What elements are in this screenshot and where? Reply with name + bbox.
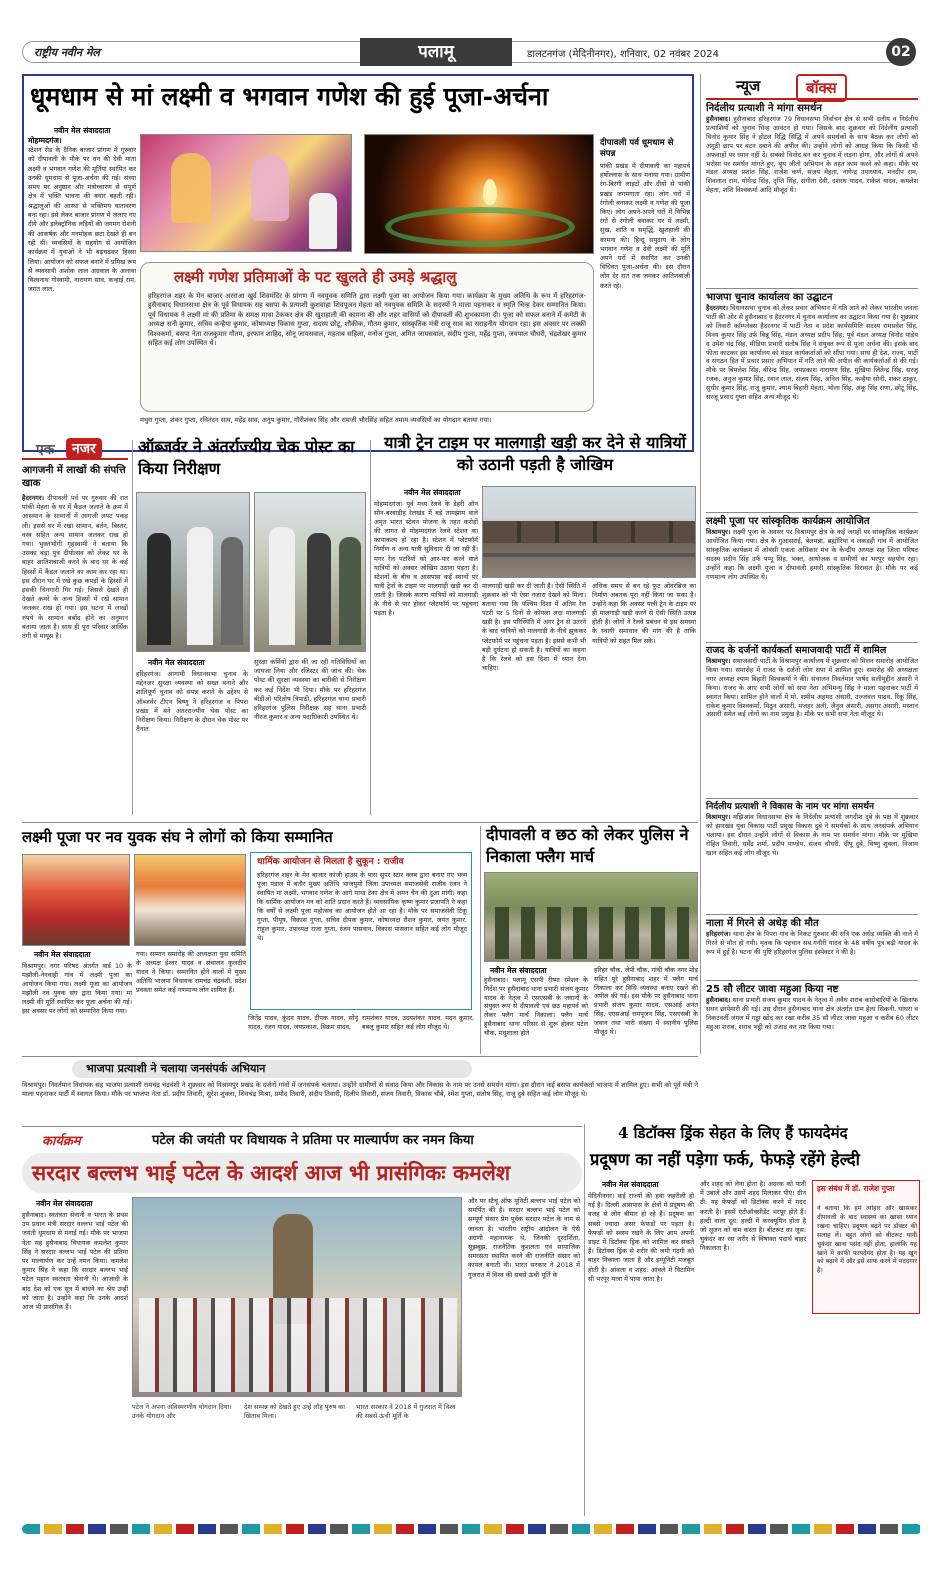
dharmik-body: हरिहरगंज शहर के मेन बाजार कांजी हाउस के पास सुपर स्टार क्लब द्वारा बनाए गए भव्य पूजा पंडाल में बतौर मुख्य अतिथि भाजयुमो जिला उपाध्यक्ष समाजसेवी राजीव रंजन ने स्थापित मां लक्ष्मी, भगवान गणेश के आगे माथा टेका क्षेत्र में अमन चैन की दुआ मांगी। कहा कि धार्मिक आयोजन मन को शांति प्रदान करते हैं। व्यवसायिक कृष्ण कुमार प्रजापति ने कहा कि वर्षों से लक्ष्मी पूजा महोत्सव का आयोजन होते आ रहा है। मौके पर समाजसेवी टिंकू गुप्ता, पीयूष, विकास गुप्ता, सचिव दीपक कुमार, कोषाध्यक्ष रौशन कुमार, जयंत कुमार, राहुल कुमार, उपाध्यक्ष राजा गुप्ता, रंजन पासवान, विकास पासवान सहित कई लोग मौजूद थे। [257,871,467,942]
ek-nazar-tag-b: नजर [66,438,102,459]
drinks-story [588,1120,922,1516]
news-item-text: थाना प्रभारी संजय कुमार यादव के नेतृत्व में अवैध शराब कारोबारियों के खिलाफ सघन छापेमारी की गई। उस दौरान हुसैनाबाद थाना क्षेत्र अंतर्गत ग्राम हेला सिकनी, घाघरा व निकटवर्ती जंगल में गड्ढा खोद कर रखा करीब 35 सौ लीटर जावा महुआ व करीब 60 लीटर महुआ शराब, शराब भट्ठी को उजाड़ कर नष्ट किया गया। [706,996,918,1031]
news-item-headline: 25 सौ लीटर जावा महुआ किया नष्ट [706,984,839,995]
observer-body-b: सुरक्षा कर्मियों द्वारा की जा रही गतिविधियों का जायजा लिया और रजिस्टर की जांच की। चेक पोस्ट की सुरक्षा व्यवस्था का बारीकी से निरीक्षण कर कई निर्देश भी दिया। मौके पर हरिहरगंज बीडीओ परितोष त्रिपाठी, हरिहरगंज थाना प्रभारी हरिहरगंज पुलिस निरीक्षक सह थाना प्रभारी नीरज कुमार व अन्य पदाधिकारी उपस्थित थे। [254,658,366,722]
train-body-b: मालगाड़ी खड़ी कर दी जाती है। ऐसी स्थिति में शुक्रवार को भी ऐसा नजारा देखने को मिला। बताया गया कि पश्चिम दिशा में अंतिम रेल पटरी पर 5 दिनों से कोयला लदा मालगाड़ी खड़ी है। इस परिस्थिति में अगर ट्रेन से उतरने के बाद यात्रियों को मालगाड़ी के नीचे झुककर प्लेटफॉर्म पर पहुंचना पड़ता है। इससे कभी भी बड़ी दुर्घटना हो सकती है। यात्रियों का कहना है कि रेलवे को इस दिशा में ध्यान देना चाहिए। [482,582,586,672]
crowd [139,1298,457,1392]
lead-headline: धूमधाम से मां लक्ष्मी व भगवान गणेश की हुई पूजा-अर्चना [30,82,549,111]
paper-name: राष्ट्रीय नवीन मेल [34,46,100,59]
officer-figure-5 [307,533,331,645]
news-item-2 [706,288,918,504]
idol-figure-right [251,155,289,221]
doctor-body: ने बताया कि हमें त्योहार और खासकर दीपावली के बाद स्वास्थ्य का खासा ध्यान रखना चाहिए। प्रदूषण बढ़ने पर डॉक्टर की सलाह लें। बहुत लोगों को बीटरूट यानी चुकंदर खाना पसंद नहीं होता, हालांकि यह खाने में काफी फायदेमंद होता है। यह खून को बढ़ाने में और इसे साफ करने में मददगार है। [817,1205,917,1275]
karyakram-byline: नवीन मेल संवाददाता [36,1199,93,1208]
news-item-lead: हैदरनगर। [706,304,728,312]
news-item-body [706,528,918,632]
news-item-3 [706,512,918,634]
news-item-headline: लक्ष्मी पूजा पर सांस्कृतिक कार्यक्रम आयोजित [706,516,870,527]
worshipper-figure [309,193,337,249]
police-body-b: हरिहर चौक, जेपी चौक, गांधी चौक नगर मोड़ सहित पूरे हुसैनाबाद शहर में फ्लैग मार्च निकाला कर विधि व्यवस्था बनाए रखने की अपील की गई। इस मौके पर हुसैनाबाद थाना प्रभारी संजय कुमार यादव, एसआई अनंत सिंह, एएसआई रामपूजन सिंह, एसएसबी के जवान तथा भारी संख्या में स्थानीय पुलिस मौजूद थे। [594,966,698,1036]
train-headline: यात्री ट्रेन टाइम पर मालगाड़ी खड़ी कर देने से यात्रियों को उठानी पड़ती है जोखिम [384,433,686,474]
news-item-headline: निर्दलीय प्रत्याशी ने मांगा समर्थन [706,103,822,114]
karyakram-strap: पटेल की जयंती पर विधायक ने प्रतिमा पर माल्यार्पण कर नमन किया [152,1133,474,1148]
news-item-body [706,115,918,275]
karyakram-story [22,1126,582,1516]
diwali-caption-title: दीपावली पर्व धूमधाम से संपन्न [600,138,674,159]
goods-train-photo [482,486,696,578]
ek-nazar-tag [22,438,128,460]
observer-photo [136,492,250,652]
doctor-box [812,1180,920,1314]
ek-nazar-headline: आगजनी में लाखों की संपत्ति खाक [22,465,126,489]
column-divider [132,440,133,815]
dharmik-headline: धार्मिक आयोजन से मिलता है सुकून : राजीव [257,857,404,867]
police-body-a: हुसैनाबाद। पलामू एसपी रीष्मा रमेशन के निर्देश पर हुसैनाबाद थाना प्रभारी संजय कुमार यादव के नेतृत्व में एसएसबी के जवानों के संयुक्त रूप से दीपावली एवं छठ महापर्व को लेकर फ्लैग मार्च निकाला। फ्लैग मार्च हुसैनाबाद थाना परिसर से शुरू होकर पटेल चौक, मधुशाला होते [484,976,588,1037]
drinks-headline-a: 4 डिटॉक्स ड्रिंक सेहत के लिए हैं फायदेमंद [618,1124,848,1142]
news-item-4 [706,642,918,788]
news-item-lead: विश्रामपुर। [706,528,731,536]
sidebar-divider [700,74,701,1054]
page-number: 02 [886,38,916,66]
column-divider [480,826,481,1054]
bjp-body: विश्रामपुर। निवर्तमान विधायक सह भाजपा प्रत्याशी रामचंद्र चंद्रवंशी ने शुक्रवार को विश्रामपुर प्रखंड के दर्जनों गांवों में जनसंपर्क चलाया। उन्होंने ग्रामीणों से संवाद किया और विकास के नाम पर उनसे समर्थन मांगा। इस दौरान कई बसपा कार्यकर्ता भाजपा में शामिल हुए। सभी को पूर्व मंत्री ने माला पहनाकर पार्टी में स्वागत किया। मौके पर भाजपा नेता डॉ. प्रदीप तिवारी, सुरेश शुक्ला, शिवचंद्र मिश्रा, प्रमोद तिवारी, संदीप तिवारी, दिलीप तिवारी, संजय तिवारी, विकास चौबे, रमेश गुप्ता, संतोष सिंह, राजू दुबे सहित कई लोग मौजूद थे। [22,1081,698,1099]
lead-story [22,74,694,452]
flag-march-photo [484,872,698,962]
ek-nazar-tag-a: एक [36,442,55,458]
news-item-body [706,657,918,785]
diya-photo [364,134,594,254]
wagon-row [483,521,696,543]
train-byline: नवीन मेल संवाददाता [404,488,461,497]
rangoli-pattern [385,207,575,247]
ek-nazar-text: दीपावली पर्व पर गुरुवार की रात पांकी मेहता के घर में कैंडल जलाने के क्रम में आसमान के सामानों में आगजी लपट पकड़ ली। इससे घर में रखा सामान, बर्तन, बिस्तर, वस्त्र सहित अन्य सामान जलकर राख हो गया। भुक्तभोगी गृहस्वामी ने बताया कि उसका बड़ा पुत्र दीपोत्सव को लेकर घर के बाहर आतिशबाजी करने के बाद घर के कई हिस्सों में कैंडल जलाने का काम कर रहा था। इस दौरान घर में रखे कुछ कपड़ों के हिस्सों में इसकी चिनगारी गिर गई। जिससे देखते ही देखते कमरे के अन्य हिस्सों में रखे सामान जलकर राख हो गया। इस घटना में लाखों रुपये के सामान बर्बाद होने का अनुमान बताया जाता है। साथ ही पूरा परिवार आर्थिक तंगी से मायूस है। [22,494,128,641]
lead-place: मोहम्मदगंज। [28,136,62,145]
navyuvak-body-d: रामशंकर यादव, उदयशंकर यादव, मदन कुमार, बबलू कुमार सहित कई लोग मौजूद थे। [362,1014,474,1031]
news-item-7 [706,980,918,1052]
news-item-text: थाना क्षेत्र के पिपरा गांव के निकट गुरुवार की रात्रि एक अधेड़ व्यक्ति की नाले में गिरने से मौत हो गयी। मृतक कि पहचान सब.गनौरी यादव के 48 वर्षीय पुत्र बढ़ी यादव के रूप में हुई है। घटना की पुष्टि हरिहरगंज पुलिस इंस्पेक्टर ने की है। [706,930,918,956]
ek-nazar-lead: हैदरनगर। [22,494,44,502]
news-item-5 [706,798,918,908]
doctor-title: इस संबंध में डॉ. राजेश गुप्ता [817,1184,895,1193]
navyuvak-body-b: गया। सम्मान समारोह की अध्यक्षता युवा समिति के अध्यक्ष ईश्वर यादव व संचालन कुलदीप यादव ने किया। सम्मानित होने वालों में मुख्य अतिथि भाजपा विधायक रामचंद्र चंद्रवंशी, प्रदेश प्रवक्ता समेत कई गणमान्य लोग शामिल हैं। [136,950,246,994]
observer-byline: नवीन मेल संवाददाता [148,658,205,667]
news-item-body [706,813,918,905]
police-headline: दीपावली व छठ को लेकर पुलिस ने निकाला फ्लैग मार्च [486,825,689,866]
news-box-title-a: न्यूज [736,77,761,95]
news-box-title-b: बॉक्स [796,74,847,102]
news-item-lead: विश्रामपुर। [706,813,731,821]
navyuvak-photo-1 [22,854,130,946]
news-item-headline: भाजपा चुनाव कार्यालय का उद्घाटन [706,292,833,303]
column-divider [584,1124,585,1516]
navyuvak-photo-2 [134,854,246,946]
news-item-headline: निर्दलीय प्रत्याशी ने विकास के नाम पर मांगा समर्थन [706,802,874,812]
officer-figure-1 [147,533,171,645]
news-item-text: मझिआंव विधानसभा क्षेत्र के निर्दलीय प्रत्याशी जगदीश दुबे के पक्ष में शुक्रवार को झारखंड युवा विकास पार्टी प्रमुख विकास दुबे ने समर्थकों के साथ जनसंपर्क अभियान चलाया। इस दौरान उन्होंने लोगों से विकास के नाम पर समर्थन मांगा। मौके पर मुखिया रोहित तिवारी, धर्मेंद्र शर्मा, प्रदीप पाण्डेय, संजय चौधरी, दीपू दुबे, विष्णु शुक्ला, निजाम खान सहित कई लोग मौजूद थे। [706,813,918,857]
officer-figure-4 [269,527,295,645]
ek-nazar-column [22,438,130,818]
police-figures [495,907,689,959]
officer-figure-6 [339,537,361,645]
train-body-a: मोहम्मदगंज। पूर्व मध्य रेलवे के डेहरी ऑन सोन-बरवाडीह रेलखंड में बड़े तामझाम वाले अमृत भारत स्टेशन योजना के तहत करोड़ों की लागत से मोहम्मदगंज रेलवे स्टेशन का कायाकल्प हो रहा है। स्टेशन में प्लेटफॉर्म निर्माण व अन्य यात्री सुविधाएं दी जा रही हैं। मगर रेल पटरियों को आर-पार करने वाले यात्रियों को अक्सर जोखिम उठाना पड़ता है। स्टेशनों के बीच व आसपास कई स्थानों पर यात्री ट्रेनों के टाइम पर मालगाड़ी खड़ी कर दी जाती है। जिसके कारण यात्रियों को मालगाड़ी के नीचे से पार होकर प्लेटफॉर्म पर पहुंचना पड़ता है। [374,500,478,618]
train-body-c: अधिक समय से बन रहे फुट ओवरब्रिज का निर्माण अबतक पूरा नहीं किया जा सका है। उन्होंने कहा कि अक्सर यात्री ट्रेन के टाइम पर ही मालगाड़ी खड़ी करने से ऐसी स्थिति उत्पन्न होती है। लोगों ने रेलवे प्रबंधन से इस समस्या के स्थायी समाधान की मांग की है ताकि यात्रियों को राहत मिल सके। [592,582,696,645]
navyuvak-byline: नवीन मेल संवाददाता [34,950,91,959]
drinks-body-a: मेदिनीनगर। कई राज्यों की हवा जहरीली हो गई है। दिल्ली आसपास के क्षेत्रों में प्रदूषण की वजह से लोग बीमार हो रहे हैं। प्रदूषण का सबसे ज्यादा असर फेफड़ों पर पड़ता है। फेफड़ों को स्वस्थ रखने के लिए आप अपनी डाइट में डिटॉक्स ड्रिंक को शामिल कर सकते हैं। डिटॉक्स ड्रिंक से शरीर की जमी गंदगी को बाहर निकाला जाता है और इम्यूनिटी मजबूत होती है। आंवला व शहद: आंवले में विटामिन सी भरपूर मात्रा में पाया जाता है। [588,1192,694,1283]
observer-story [136,436,366,820]
news-item-text: लक्ष्मी पूजा के अवसर पर विश्रामपुर क्षेत्र के कई जगहों पर सांस्कृतिक कार्यक्रम आयोजित किया गया। क्षेत्र के गुआसराई, बेलमन्ना, ब्रह्मोरिया व लकड़ही गांव में आयोजित सांस्कृतिक कार्यक्रम में ओवंसी एकता अधिकार मंच के केन्द्रीय अध्यक्ष सह जिला परिषद सदस्य प्रदीप सिंह उर्फ पप्पू सिंह, भक्त, आयोजक व ग्रामीणों का भरपूर सहयोग रहा। उन्होंने कहा कि लक्ष्मी पूजा व दीपावली हमारी सांस्कृतिक विरासत है। मौके पर कई गणमान्य लोग उपस्थित थे। [706,528,918,581]
news-item-headline: नाला में गिरने से अधेड़ की मौत [706,918,819,929]
police-story [484,824,698,1056]
news-box-rule [706,98,918,100]
karyakram-caption-a: पटेल ने अपना अविस्मरणीय योगदान दिया। उनके योगदान और [132,1403,232,1420]
ek-nazar-body [22,494,128,812]
diya-flame [483,179,497,205]
news-item-body [706,996,918,1052]
news-item-body [706,304,918,502]
karyakram-body-a: हुसैनाबाद। स्वतंत्रता सेनानी व भारत के प्रथम उप प्रधान मंत्री सरदार वल्लभ भाई पटेल की जयंती धूमधाम से मनाई गई। मौके पर भाजपा नेता सह हुसैनाबाद विधायक कमलेश कुमार सिंह ने सरदार वल्लभ भाई पटेल की प्रतिमा पर माल्यार्पण कर उन्हें नमन किया। कमलेश कुमार सिंह ने कहा कि सरदार बल्लभ भाई पटेल महान स्वतंत्रता सेनानी थे। आजादी के बाद देश को एक सूत्र में बांधने का श्रेय उन्हीं को जाता है। उन्होंने कहा कि उनके आदर्श आज भी प्रासंगिक हैं। [22,1211,128,1312]
lead-byline: नवीन मेल संवाददाता [54,126,111,135]
news-item-lead: हुसैनाबाद। [706,115,731,123]
navyuvak-body-a: विश्रामपुर। नगर परिषद अंतर्गत वार्ड 10 के मझौली-नेनवाही गांव में लक्ष्मी पूजा का आयोजन किया गया। लक्ष्मी पूजा का आयोजन मझौली नव युवक संघ द्वारा किया गया। मां लक्ष्मी की मूर्ति स्थापित कर पूजा अर्चना की गई। इस अवसर पर लोगों को सम्मानित किया गया। [22,962,132,1015]
diwali-caption-body: पांकी प्रखंड में दीपावली का महापर्व हर्षोल्लास के साथ मनाया गया। ग्रामीण रंग-बिरंगी लाइटों और दीयों से पांकी प्रखंड जगमगाता रहा। लोग घरों में रंगोली बनाकर लक्ष्मी व गणेश की पूजा किए। लोग अपने-अपने घरों में विभिन्न रंगों से रंगोली बनाकर घर में लक्ष्मी, सुख, शांति व समृद्धि, खुशहाली की कामना की। हिन्दू समुदाय के लोग भगवान गणेश व देवी लक्ष्मी की मूर्ति अपने घरों में स्थापित कर उनकी विधिवत पूजा-अर्चना की। इस दौरान लोग देर रात तक जमकर आतिशबाजी करते रहे। [600,162,690,290]
dharmik-box [250,852,472,1010]
section-title: पलामू [360,38,512,66]
lakshmi-idol-photo [140,134,352,252]
news-item-text: समाजवादी पार्टी के विश्रामपुर कार्यालय में शुक्रवार को मिलन समारोह आयोजित किया गया। समारोह में राजद के दर्जनों लोग सपा में शामिल हुए। समारोह की अध्यक्षता नगर अध्यक्ष श्याम बिहारी विश्वकर्मा ने की। संचालन निवर्तमान पार्षद सलीमुद्दीन अंसारी ने किया। राजद के आए सभी लोगों को सपा नेता अभिमन्यु सिंह ने माला पहनाकर पार्टी में स्वागत किया। शामिल होने वालों में मो. शमीम अहमद अंसारी, उज्जवल यादव, रिंकू सिंह, राकेश कुमार विश्वकर्मा, मिठुन अंसारी, मजहर अली, जैनुल अंसारी, असगर अंसारी, मस्तान अंसारी समेत कई लोगों का नाम प्रमुख है। मौके पर सभी सपा नेता मौजूद थे। [706,657,918,719]
lead-bottom-line: मथुरा गुप्ता, शंकर गुप्ता, रविनंदन साव, महेंद्र साव, अनुप कुमार, गौरीशंकर सिंह और रामजी भौरसिंह सहित तमाम व्यवसियों का योगदान बताया गया। [140,416,492,424]
checkpost-photo [254,492,366,652]
sub-headline: लक्ष्मी गणेश प्रतिमाओं के पट खुलते ही उमड़े श्रद्धालु [174,268,457,286]
news-box [706,74,920,1054]
lead-body: स्टेशन रोड के दैनिक बाजार प्रांगण में गुरुवार को दीपावली के मौके पर धन की देवी माता लक्ष्मी व भगवान गणेश की मूर्तियां स्थापित कर उनकी धूमधाम से पूजा-अर्चना की गई। संध्या समय पर अनुष्ठान और मंत्रोच्चारण से संपूर्ण क्षेत्र में भक्ति भावना की बयार बहती रही। श्रद्धालुओं की आस्था से भक्तिमय वातावरण बना रहा। इसे लेकर बाजार प्रांगण में जलाए गए दीये और इलेक्ट्रॉनिक लड़ियों की जगमग रोशनी की आकर्षक और मनमोहक छटा देखते ही बन रही थी। व्यवसियों के सहयोग से आयोजित कार्यक्रम में युवाओं ने भी बढ़चढ़कर हिस्सा लिया। आयोजन को सफल बनाने में प्रमिख रूप से व्यवसायी अशोक लाल अग्रवाल के अलावा विश्वनाथ गोस्वामी, नारायण साव, कन्हाई राम, जगत लाल, [28,146,136,294]
navyuvak-body-c: जितेंद्र यादव, कुंदन यादव, दीपक यादव, सोनू यादव, रंजन यादव, जयप्रकाश, विक्रम यादव, [248,1014,358,1031]
track [483,553,696,557]
train-story [374,432,696,820]
masthead [22,38,922,66]
karyakram-headline: सरदार बल्लभ भाई पटेल के आदर्श आज भी प्रासंगिकः कमलेश [32,1160,511,1185]
news-item-lead: विश्रामपुर। [706,657,731,665]
news-item-1 [706,102,918,278]
observer-body-a: हरिहरगंज। आगामी विधानसभा चुनाव के मद्देनजर सुरक्षा व्यवस्था को सख्त बनाने और शांतिपूर्ण चुनाव को संपन्न कराने के उद्देश्य से ऑब्जर्वर टीएन बिष्णु ने हरिहरगंज व पिपरा प्रखंड में बने अंतरराज्यीय चेक पोस्ट का निरीक्षण किया। निरीक्षण के दौरान चेक पोस्ट पर तैनात [136,670,248,734]
observer-headline: ऑब्जर्वर ने अंतर्राज्यीय चेक पोस्ट का किया निरीक्षण [138,437,355,478]
officer-figure-2 [187,527,213,645]
news-item-lead: हुसैनाबाद। [706,996,731,1004]
karyakram-body-b: और पर स्टैचू ऑफ यूनिटी बल्लभ भाई पटेल को समर्पित की है। सरदार बल्लभ भाई पटेल को सम्पूर्ण संसार प्रेम पूर्वक सरदार पटेल के नाम से जानता है। भारतीय राष्ट्रीय आंदोलन के ऐसे अग्रणी महानायक थे, जिनकी दूरदर्शिता, सूझबूझ, राजनैतिक कुशलता एवं सामाजिक समरसता स्थापित करने की राजनीति संसार को कायल बनाती थी। भारत सरकार ने 2018 में गुजरात में विश्व की सबसे ऊंची मूर्ति के [468,1197,580,1279]
police-byline: नवीन मेल संवाददाता [490,966,547,975]
row-rule [22,822,698,823]
news-item-text: विधानसभा चुनाव को लेकर प्रचार अभियान में गति लाने को लेकर भारतीय जनता पार्टी की ओर से हुसैनाबाद व हैदरनगर में चुनाव कार्यालय का उद्घाटन किया गया है। शुक्रवार को तिवारी कॉम्प्लेक्स हैदरनगर में पार्टी नेता व प्रदेश कार्यसमिति सदस्य रामप्रवेश सिंह, विनय कुमार सिंह उर्फ बिन्नू सिंह, मंडल अध्यक्ष प्रदीप सिंह, पूर्व मंडल अध्यक्ष विनोद पांडेय व उमेश चंद्र सिंह, मीडिया प्रभारी संतोष सिंह ने संयुक्त रूप से पूजा अर्चना की। इसके बाद फीता काटकर इस कार्यालय को मंडल कार्यकर्ताओं को सौंपा गया। साथ ही देश, राज्य, पार्टी व संगठन हित में प्रचार प्रसार अभियान में गति लाने की अपील की कार्यकर्ताओं से की गई। मौके पर बिमलेश सिंह, बीरेन्द्र सिंह, जयप्रकाश नारायण सिंह, मुखिया जितेन्द्र सिंह, सरजू रजक, अनुज कुमार सिंह, रवान लाल, संजय सिंह, अनिल सिंह, कन्हैया सोनी, शंकर ठाकुर, सुधीर कुमार सिंह, राजू कुमार, श्याम बिहारी मेहता, भोला सिंह, अंकू सिंह राणा, छोटू सिंह, सरजू प्रसाद गुप्ता सहित अन्य मौजूद थे। [706,304,918,402]
bjp-headline: भाजपा प्रत्याशी ने चलाया जनसंपर्क अभियान [86,1062,266,1075]
news-item-text: हुसैनाबाद हरिहरगंज 79 विधानसभा निर्वाचन क्षेत्र से सभी दलीय व निर्दलीय प्रत्याशियों को चुनाव चिन्ह आवंटन हो गया। जिसके बाद शुक्रवार को निर्दलीय प्रत्याशी विनोद कुमार सिंह ने होटल रिद्धि सिद्धि में अपने समर्थकों के साथ बैठक कर लोगों को अंगूठी छाप पर बटन दबाने की अपील की। उन्होंने लोगों को आग्रह किया कि किसी भी अफवाहों पर ध्यान नहीं दें। सबको विनोद बन कर चुनाव में लड़ना होगा, और लोगों से अपने भरोसा पर समर्थन मांगते हुए, बूथ जीतो अभियान के तहत काम करने को कहा। मौके पर मंडल अध्यक्ष प्रशांत सिंह, राजेश कर्ण, संजय मेहता, नागेन्द्र उपाध्याय, मनदीप राम, शिवलाल राम, योगेन्द्र सिंह, दृप्ति सिंह, संगीता देवी, दशरथ यादव, राकेश यादव, कमलेश मेहता, शशि विश्वकर्मा आदि मौजूद थे। [706,115,918,195]
bjp-story [22,1056,698,1122]
dateline: डालटनगंज (मेदिनीनगर), शनिवार, 02 नवंबर 2024 [527,49,719,60]
sub-body: हरिहरगंज शहर के मेन बाजार अरराआ खुर्द शिवमंदिर के प्रांगण में नवयुवक समिति द्वारा लक्ष्मी पूजा का आयोजन किया गया। कार्यक्रम के मुख्य अतिथि के रूप में हरिहरगंज- हुसैनाबाद विधानसभा क्षेत्र के पूर्व विधायक सह बसपा के प्रत्याशी कुशवाहा शिवपूजन मेहता को नवयुवक समिति के सदस्यों ने माला पहनाकर व स्मृति चिन्ह देकर सम्मानित किया। पूर्व विधायक ने लक्ष्मी मां की प्रतिमा के समक्ष माथा टेककर क्षेत्र की खुशहाली की कामना की और शहर वासियों को दीपावली की शुभकामना दी। पूजा को सफल बनाने में कमेटी के अध्यक्ष सनी कुमार, सचिव कन्हैया कुमार, कोषाध्यक्ष विकास गुप्ता, सदस्य छोटू, शौकीक, गौतम कुमार, सांस्कृतिक मंत्री राजू साव का सराहनीय योगदान रहा। इस अवसर पर लक्की विश्वकर्मा, बसपा नेता राजकुमार गौतम, इरफान शाहिद, सोनू जायसवाल, महताब सहिला, मनोज गुप्ता, अमित जायसवाल, संदीप गुप्ता, महेंद्र गुप्ता, जयपाल चौधरी, चंद्रशेखर कुमार सहित कई लोग उपस्थित थे। [148,292,586,348]
officer-figure-3 [221,537,243,645]
drinks-body-b: और शहद को लेना होता है। अदरक को पानी में उबालें और उसमें शहद मिलाकर पीएं। ग्रीन टी: यह फेफड़ों को डिटॉक्स करने में मदद करती है। इसमें एंटीऑक्सीडेंट भरपूर होते हैं। हल्दी वाला दूध: हल्दी में करक्यूमिन होता है जो सूजन को कम करता है। बीटरूट का जूस: चुकंदर का रस शरीर से विषाक्त पदार्थ बाहर निकालता है। [700,1180,806,1253]
idol-figure-left [171,153,211,223]
navyuvak-headline: लक्ष्मी पूजा पर नव युवक संघ ने लोगों को किया सम्मानित [22,828,333,846]
patel-tribute-photo [132,1197,462,1397]
drinks-byline: नवीन मेल संवाददाता [602,1180,659,1189]
news-item-body [706,930,918,974]
footer-color-strip [22,1524,922,1534]
drinks-headline-b: प्रदूषण का नहीं पड़ेगा फर्क, फेफड़े रहेंगे हेल्दी [590,1150,860,1169]
karyakram-tag: कार्यक्रम [42,1134,81,1149]
news-item-headline: राजद के दर्जनों कार्यकर्ता समाजवादी पार्टी में शामिल [706,645,887,656]
news-item-6 [706,914,918,974]
karyakram-caption-b: देश सम्पन्न को देखते हुए उन्हें लौह पुरुष का खिताब मिला। [244,1403,345,1420]
news-item-lead: हरिहरगंज। [706,930,731,938]
karyakram-caption-c: भारत सरकार ने 2018 में गुजरात में विश्व की सबसे ऊंची मूर्ति के [356,1403,456,1420]
column-divider [370,440,371,815]
